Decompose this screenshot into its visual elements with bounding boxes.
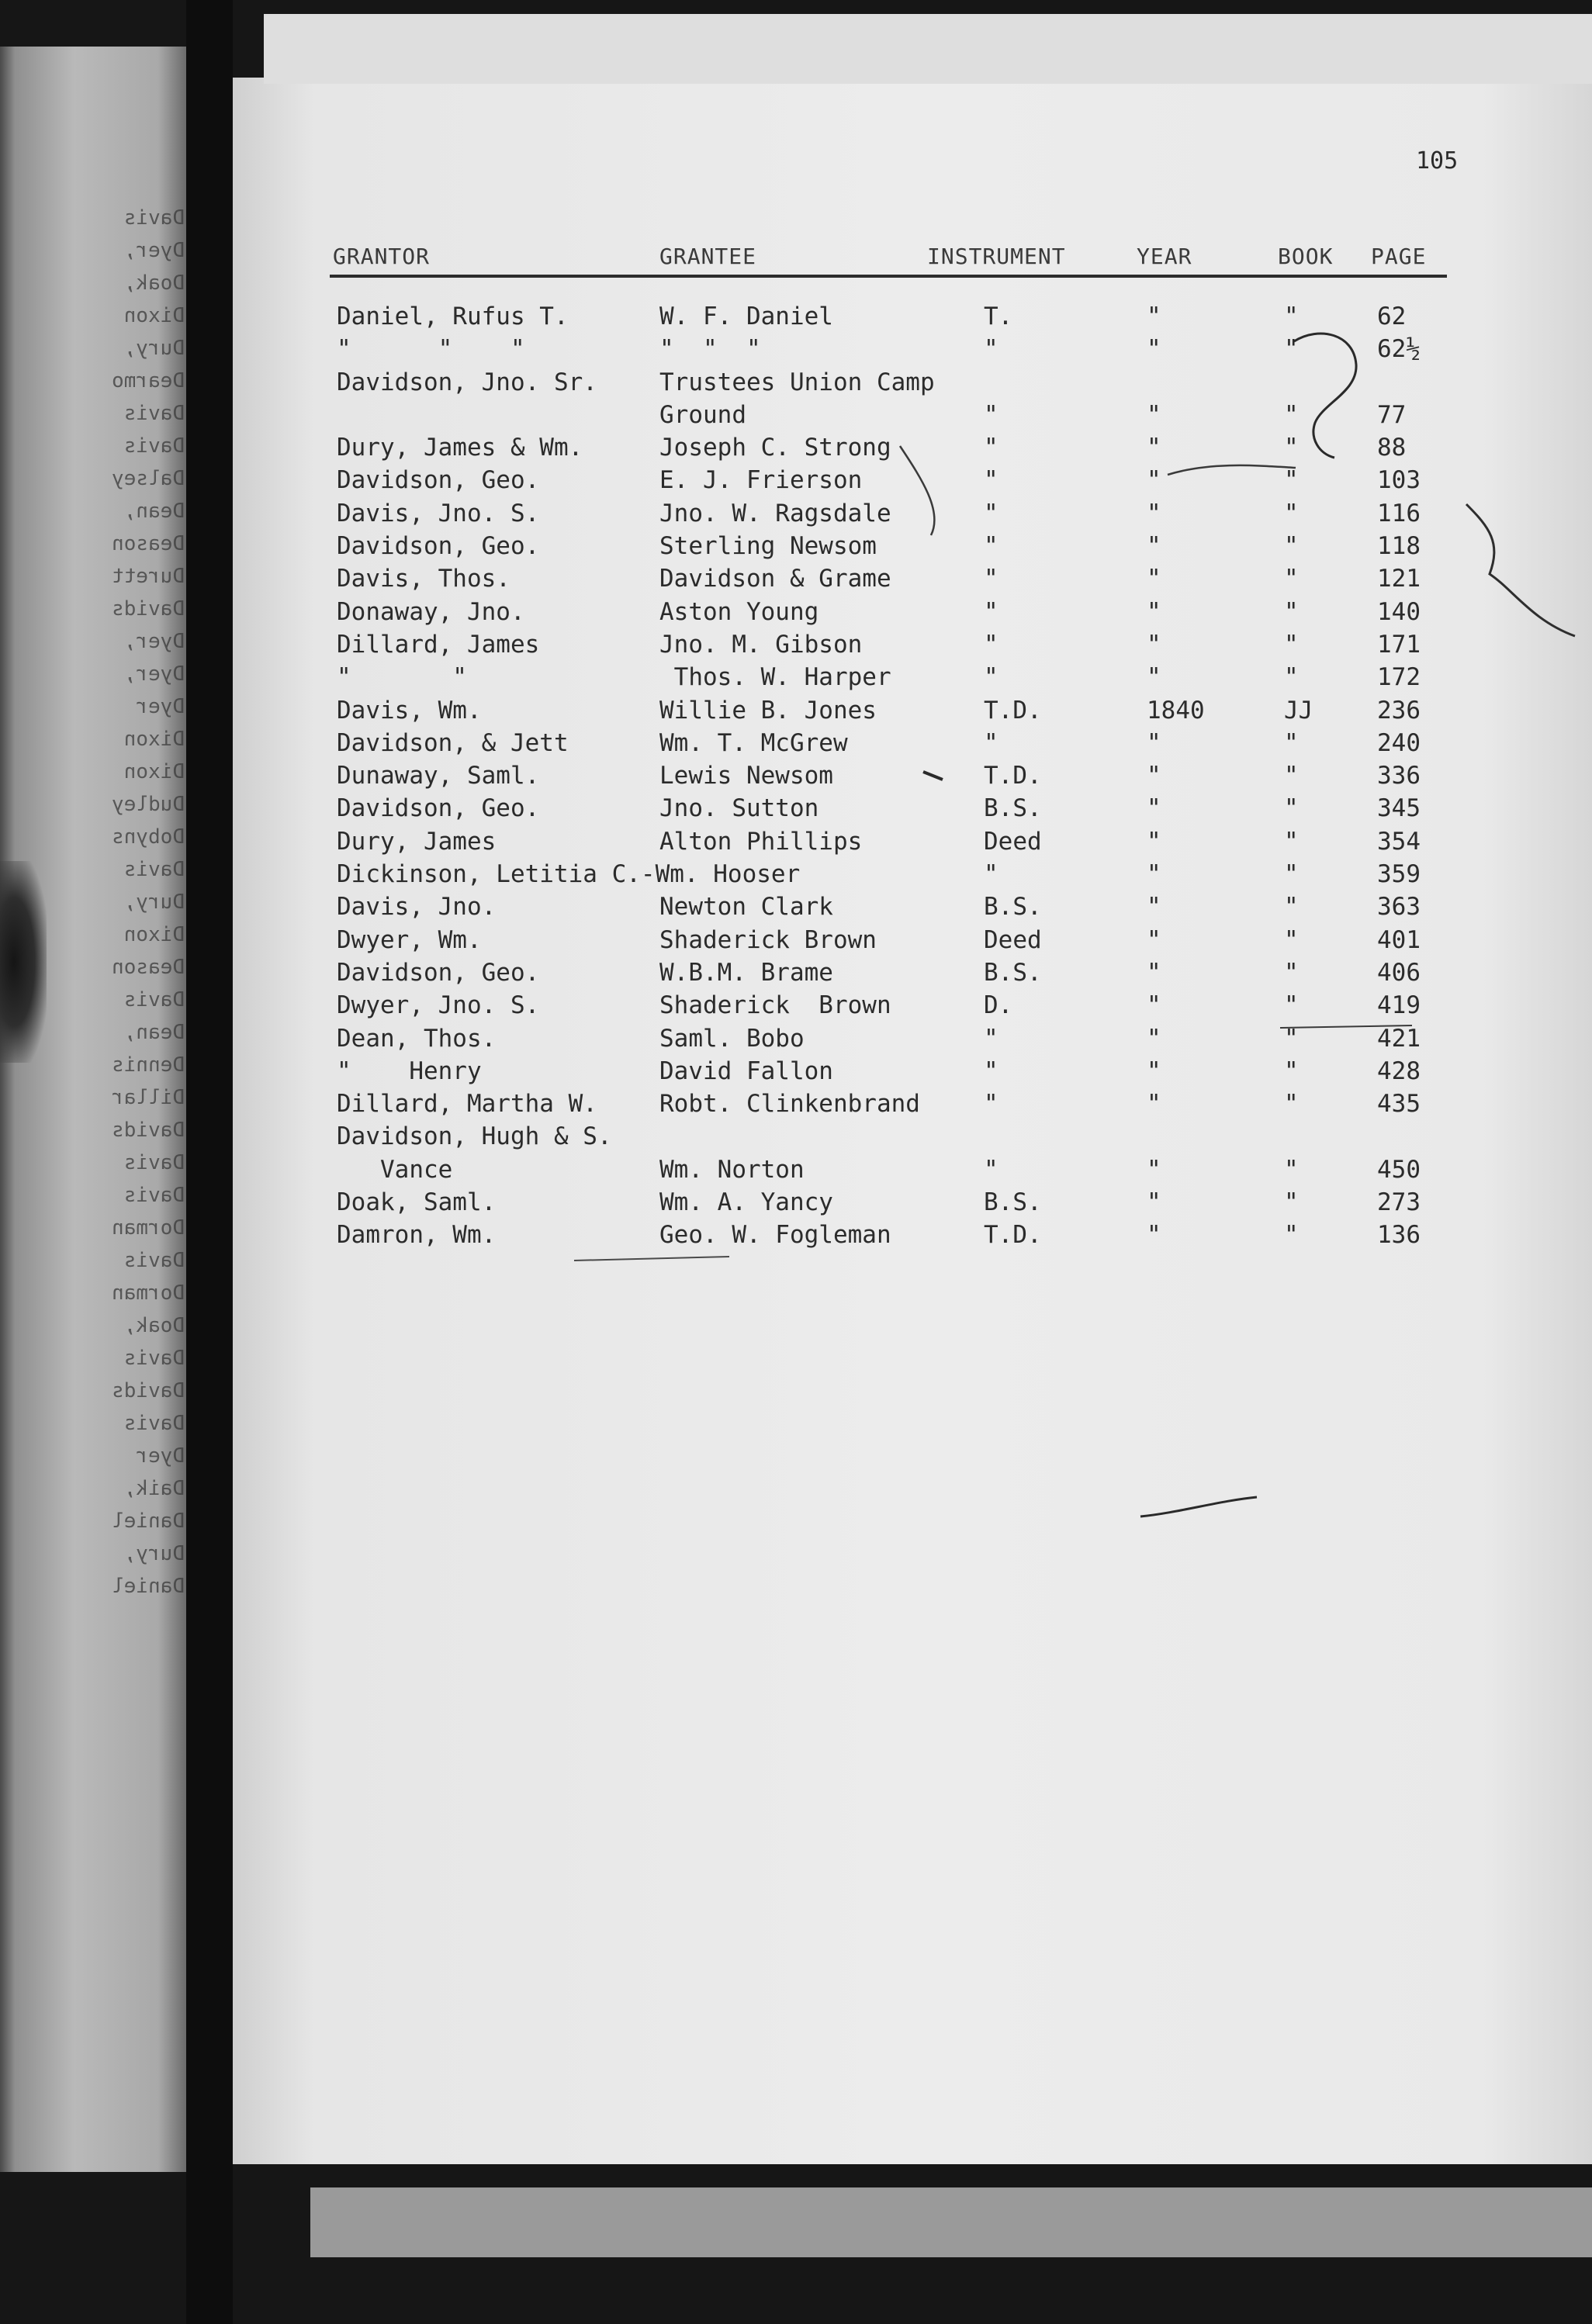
cell-grantor: Davidson, Geo. — [337, 466, 540, 495]
cell-grantee: Shaderick Brown — [659, 991, 891, 1020]
cell-grantor: Davis, Jno. — [337, 893, 497, 922]
header-page: PAGE — [1371, 244, 1427, 269]
cell-page: 435 — [1377, 1090, 1421, 1119]
cell-book: " — [1284, 532, 1299, 561]
cell-book: " — [1284, 1221, 1299, 1250]
cell-book: " — [1284, 827, 1299, 856]
table-row — [334, 631, 1451, 663]
cell-grantee: W.B.M. Brame — [659, 958, 833, 987]
cell-year: 1840 — [1147, 696, 1205, 725]
header-grantor: GRANTOR — [333, 244, 431, 269]
cell-instrument: B.S. — [984, 893, 1042, 922]
cell-grantee: Aston Young — [659, 597, 819, 626]
cell-grantor: Dillard, Martha W. — [337, 1090, 597, 1119]
cell-grantee: Geo. W. Fogleman — [659, 1221, 891, 1250]
cell-page: 62 — [1377, 303, 1407, 330]
table-row — [334, 828, 1451, 860]
cell-grantee: Davidson & Grame — [659, 565, 891, 593]
cell-grantor: Davidson, Geo. — [337, 532, 540, 561]
cell-grantor: Daniel, Rufus T. — [337, 303, 569, 330]
cell-book: " — [1284, 1057, 1299, 1085]
table-row — [334, 565, 1451, 597]
cell-book: " — [1284, 630, 1299, 659]
table-row — [334, 466, 1451, 499]
cell-grantor: Vance — [337, 1155, 453, 1184]
table-row — [334, 959, 1451, 991]
cell-year: " — [1147, 1024, 1161, 1053]
cell-grantor: " " " — [337, 335, 525, 364]
cell-grantor: Doak, Saml. — [337, 1188, 497, 1217]
cell-year: " — [1147, 597, 1161, 626]
cell-page: 88 — [1377, 434, 1407, 462]
cell-grantor: Dury, James & Wm. — [337, 434, 583, 462]
cell-page: 273 — [1377, 1188, 1421, 1217]
cell-year: " — [1147, 499, 1161, 527]
page-number: 105 — [1416, 147, 1459, 175]
cell-book: " — [1284, 728, 1299, 757]
cell-grantor: Donaway, Jno. — [337, 597, 525, 626]
cell-instrument: " — [984, 335, 998, 364]
table-row — [334, 598, 1451, 631]
cell-grantor: Damron, Wm. — [337, 1221, 497, 1250]
cell-year: " — [1147, 958, 1161, 987]
cell-year: " — [1147, 925, 1161, 954]
cell-grantee: W. F. Daniel — [659, 303, 833, 330]
cell-instrument: B.S. — [984, 794, 1042, 823]
cell-instrument: " — [984, 532, 998, 561]
cell-page: 236 — [1377, 696, 1421, 725]
table-row — [334, 401, 1451, 434]
cell-grantee: Jno. Sutton — [659, 794, 819, 823]
cell-grantor: Davidson, & Jett — [337, 728, 569, 757]
cell-grantor: Davis, Jno. S. — [337, 499, 540, 527]
table-row — [334, 1122, 1451, 1155]
cell-year: " — [1147, 893, 1161, 922]
cell-book: " — [1284, 893, 1299, 922]
cell-instrument: " — [984, 434, 998, 462]
cell-page: 336 — [1377, 762, 1421, 790]
cell-book: " — [1284, 466, 1299, 495]
cell-page: 419 — [1377, 991, 1421, 1020]
film-bottom-edge — [310, 2187, 1592, 2257]
cell-grantee: Joseph C. Strong — [659, 434, 891, 462]
table-row — [334, 335, 1451, 368]
cell-year: " — [1147, 532, 1161, 561]
cell-year: " — [1147, 1155, 1161, 1184]
cell-instrument: T. — [984, 303, 1013, 330]
cell-year: " — [1147, 860, 1161, 889]
cell-grantee: Jno. W. Ragsdale — [659, 499, 891, 527]
table-row — [334, 794, 1451, 827]
cell-year: " — [1147, 1090, 1161, 1119]
cell-grantor: Dury, James — [337, 827, 497, 856]
page-gutter — [186, 0, 233, 2324]
table-row — [334, 860, 1451, 893]
cell-instrument: Deed — [984, 827, 1042, 856]
cell-grantee: Newton Clark — [659, 893, 833, 922]
cell-book: " — [1284, 958, 1299, 987]
cell-book: " — [1284, 400, 1299, 429]
cell-instrument: T.D. — [984, 762, 1042, 790]
cell-grantee: Willie B. Jones — [659, 696, 877, 725]
table-row — [334, 434, 1451, 466]
cell-grantee: " " " — [659, 335, 761, 364]
cell-grantor: Dwyer, Wm. — [337, 925, 482, 954]
cell-grantor: Dillard, James — [337, 630, 540, 659]
cell-instrument: " — [984, 1090, 998, 1119]
cell-instrument: B.S. — [984, 1188, 1042, 1217]
cell-grantee: David Fallon — [659, 1057, 833, 1085]
cell-year: " — [1147, 663, 1161, 692]
facing-page-text: Davis Dyer, Doak, Dixon Dury, Dearmo Davis Davis Dalsey Dean, Deason Durett Davids Dyer, Dyer, Dyer Dixon Dixon Dudley Dobyns Davis Dury, Dixon Deason Davis Dean, Dennis Dillar Davids Davis Davis Dorman Davis Dorman Doak, Davis Davids Davis Dyer Daik, Daniel Dury, Daniel — [112, 206, 185, 1598]
cell-grantee: Sterling Newsom — [659, 532, 877, 561]
cell-year: " — [1147, 1057, 1161, 1085]
cell-grantor: Davidson, Geo. — [337, 794, 540, 823]
cell-book: " — [1284, 1188, 1299, 1217]
table-row — [334, 532, 1451, 565]
cell-book: " — [1284, 499, 1299, 527]
header-grantee: GRANTEE — [659, 244, 757, 269]
cell-grantor: " Henry — [337, 1057, 482, 1085]
table-row — [334, 991, 1451, 1024]
cell-page: 121 — [1377, 565, 1421, 593]
ink-smudge — [0, 861, 47, 1063]
cell-page: 140 — [1377, 597, 1421, 626]
table-row — [334, 1057, 1451, 1090]
cell-instrument: Deed — [984, 925, 1042, 954]
table-row — [334, 1188, 1451, 1221]
cell-grantee: Alton Phillips — [659, 827, 863, 856]
cell-grantee: Lewis Newsom — [659, 762, 833, 790]
table-row — [334, 368, 1451, 401]
cell-instrument: " — [984, 1155, 998, 1184]
cell-page: 103 — [1377, 466, 1421, 495]
cell-grantor: Davidson, Jno. Sr. — [337, 368, 597, 396]
header-instrument: INSTRUMENT — [927, 244, 1066, 269]
cell-book: " — [1284, 1090, 1299, 1119]
cell-book: " — [1284, 991, 1299, 1020]
table-row — [334, 1090, 1451, 1122]
cell-year: " — [1147, 400, 1161, 429]
cell-page: 62½ — [1377, 335, 1421, 364]
cell-instrument: " — [984, 597, 998, 626]
page-top-edge — [264, 14, 1592, 84]
cell-book: " — [1284, 794, 1299, 823]
cell-book: " — [1284, 597, 1299, 626]
cell-page: 421 — [1377, 1024, 1421, 1053]
cell-page: 354 — [1377, 827, 1421, 856]
cell-grantee: Trustees Union Camp — [659, 368, 935, 396]
header-year: YEAR — [1137, 244, 1192, 269]
cell-year: " — [1147, 303, 1161, 330]
cell-instrument: T.D. — [984, 696, 1042, 725]
cell-grantor: Dwyer, Jno. S. — [337, 991, 540, 1020]
cell-page: 171 — [1377, 630, 1421, 659]
cell-page: 359 — [1377, 860, 1421, 889]
cell-grantee: Saml. Bobo — [659, 1024, 805, 1053]
cell-page: 428 — [1377, 1057, 1421, 1085]
cell-book: " — [1284, 1155, 1299, 1184]
cell-page: 406 — [1377, 958, 1421, 987]
table-row — [334, 500, 1451, 532]
facing-page-strip — [0, 47, 186, 2172]
cell-grantor: Davis, Wm. — [337, 696, 482, 725]
cell-year: " — [1147, 991, 1161, 1020]
cell-page: 136 — [1377, 1221, 1421, 1250]
table-row — [334, 1025, 1451, 1057]
cell-page: 450 — [1377, 1155, 1421, 1184]
cell-grantee: E. J. Frierson — [659, 466, 863, 495]
cell-book: " — [1284, 762, 1299, 790]
cell-year: " — [1147, 434, 1161, 462]
cell-instrument: B.S. — [984, 958, 1042, 987]
cell-book: " — [1284, 565, 1299, 593]
cell-page: 240 — [1377, 728, 1421, 757]
cell-page: 401 — [1377, 925, 1421, 954]
table-row — [334, 1221, 1451, 1254]
cell-page: 345 — [1377, 794, 1421, 823]
cell-page: 118 — [1377, 532, 1421, 561]
cell-page: 77 — [1377, 400, 1407, 429]
cell-book: JJ — [1284, 696, 1313, 725]
cell-year: " — [1147, 565, 1161, 593]
cell-grantee: Ground — [659, 400, 746, 429]
cell-page: 116 — [1377, 499, 1421, 527]
cell-grantee: Wm. Norton — [659, 1155, 805, 1184]
cell-grantor: Dean, Thos. — [337, 1024, 497, 1053]
cell-book: " — [1284, 925, 1299, 954]
cell-year: " — [1147, 1221, 1161, 1250]
cell-instrument: D. — [984, 991, 1013, 1020]
cell-year: " — [1147, 335, 1161, 364]
cell-grantor: Dickinson, Letitia C.-Wm. Hooser — [337, 860, 801, 889]
cell-year: " — [1147, 466, 1161, 495]
table-row — [334, 303, 1451, 335]
cell-book: " — [1284, 303, 1299, 330]
cell-grantor: Dunaway, Saml. — [337, 762, 540, 790]
cell-year: " — [1147, 1188, 1161, 1217]
cell-year: " — [1147, 762, 1161, 790]
table-row — [334, 762, 1451, 794]
cell-grantee: Wm. T. McGrew — [659, 728, 848, 757]
cell-grantee: Thos. W. Harper — [659, 663, 891, 692]
cell-year: " — [1147, 827, 1161, 856]
cell-grantor: Davidson, Geo. — [337, 958, 540, 987]
cell-instrument: " — [984, 400, 998, 429]
cell-grantee: Shaderick Brown — [659, 925, 877, 954]
cell-instrument: " — [984, 565, 998, 593]
cell-year: " — [1147, 630, 1161, 659]
table-row — [334, 893, 1451, 925]
cell-instrument: " — [984, 860, 998, 889]
cell-page: 172 — [1377, 663, 1421, 692]
deed-index-table — [334, 303, 1451, 1254]
cell-book: " — [1284, 663, 1299, 692]
cell-year: " — [1147, 728, 1161, 757]
header-book: BOOK — [1278, 244, 1334, 269]
table-row — [334, 1156, 1451, 1188]
table-row — [334, 697, 1451, 729]
cell-instrument: " — [984, 466, 998, 495]
table-row — [334, 926, 1451, 959]
cell-instrument: " — [984, 1057, 998, 1085]
cell-book: " — [1284, 1024, 1299, 1053]
cell-book: " — [1284, 335, 1299, 364]
cell-year: " — [1147, 794, 1161, 823]
cell-book: " — [1284, 434, 1299, 462]
cell-instrument: " — [984, 728, 998, 757]
cell-page: 363 — [1377, 893, 1421, 922]
cell-instrument: " — [984, 630, 998, 659]
cell-grantee: Wm. A. Yancy — [659, 1188, 833, 1217]
cell-book: " — [1284, 860, 1299, 889]
cell-instrument: " — [984, 663, 998, 692]
cell-grantee: Jno. M. Gibson — [659, 630, 863, 659]
cell-instrument: T.D. — [984, 1221, 1042, 1250]
cell-grantor: Davidson, Hugh & S. — [337, 1122, 612, 1151]
cell-grantor: " " — [337, 663, 467, 692]
cell-grantor: Davis, Thos. — [337, 565, 510, 593]
cell-instrument: " — [984, 499, 998, 527]
table-row — [334, 729, 1451, 762]
cell-instrument: " — [984, 1024, 998, 1053]
table-row — [334, 663, 1451, 696]
column-header-row — [330, 240, 1447, 278]
cell-grantee: Robt. Clinkenbrand — [659, 1090, 920, 1119]
